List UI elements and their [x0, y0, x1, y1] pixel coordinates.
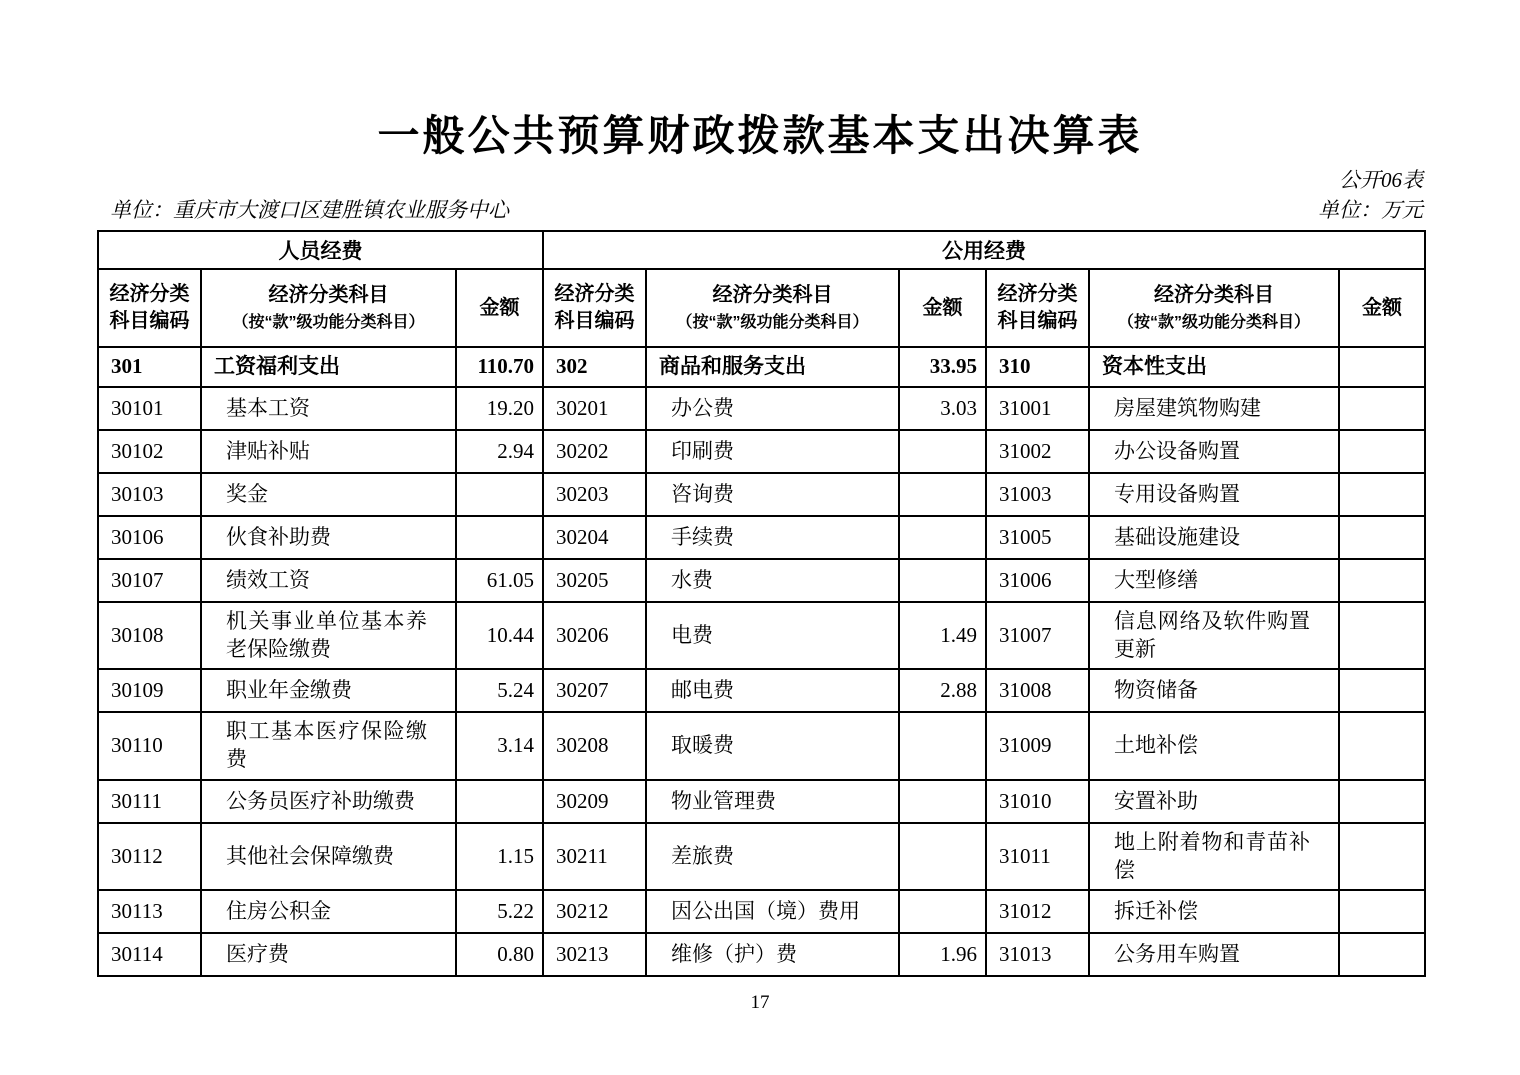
col-header-subject-title: 经济分类科目 [712, 284, 833, 307]
amount-cell [1339, 387, 1425, 430]
subject-cell: 津贴补贴 [201, 430, 456, 473]
amount-cell: 5.24 [456, 669, 543, 712]
table-row [98, 473, 1425, 516]
code-cell: 30205 [543, 559, 646, 602]
amount-cell: 0.80 [456, 933, 543, 976]
code-cell: 30108 [98, 602, 201, 669]
amount-cell [899, 823, 986, 890]
subject-cell: 绩效工资 [201, 559, 456, 602]
code-cell: 301 [98, 347, 201, 387]
form-code: 公开06表 [1339, 168, 1423, 192]
subject-cell: 印刷费 [646, 430, 899, 473]
subject-cell: 地上附着物和青苗补偿 [1089, 823, 1339, 890]
subject-cell: 基本工资 [201, 387, 456, 430]
col-header-amount: 金额 [1339, 269, 1425, 347]
code-cell: 30201 [543, 387, 646, 430]
code-cell: 30102 [98, 430, 201, 473]
code-cell: 30204 [543, 516, 646, 559]
subject-cell: 机关事业单位基本养老保险缴费 [201, 602, 456, 669]
col-header-subject [646, 269, 899, 347]
page-title: 一般公共预算财政拨款基本支出决算表 [377, 112, 1143, 159]
code-cell: 31006 [986, 559, 1089, 602]
subject-cell: 电费 [646, 602, 899, 669]
amount-cell [456, 780, 543, 823]
code-cell: 30213 [543, 933, 646, 976]
amount-cell: 10.44 [456, 602, 543, 669]
code-cell: 30211 [543, 823, 646, 890]
section-header-public: 公用经费 [543, 231, 1425, 269]
code-cell: 30109 [98, 669, 201, 712]
section-header-row [98, 231, 1425, 269]
subject-cell: 邮电费 [646, 669, 899, 712]
code-cell: 31001 [986, 387, 1089, 430]
subject-cell: 公务员医疗补助缴费 [201, 780, 456, 823]
amount-cell: 61.05 [456, 559, 543, 602]
subject-cell: 差旅费 [646, 823, 899, 890]
code-cell: 30207 [543, 669, 646, 712]
amount-cell: 19.20 [456, 387, 543, 430]
table-body [98, 347, 1425, 976]
amount-cell [1339, 430, 1425, 473]
amount-cell [1339, 933, 1425, 976]
amount-cell: 33.95 [899, 347, 986, 387]
code-cell: 30209 [543, 780, 646, 823]
amount-cell [899, 516, 986, 559]
unit-name: 单位：重庆市大渡口区建胜镇农业服务中心 [110, 198, 509, 222]
amount-cell: 1.49 [899, 602, 986, 669]
subject-cell: 房屋建筑物购建 [1089, 387, 1339, 430]
subject-cell: 取暖费 [646, 712, 899, 779]
amount-cell: 110.70 [456, 347, 543, 387]
subject-cell: 工资福利支出 [201, 347, 456, 387]
subject-cell: 职业年金缴费 [201, 669, 456, 712]
code-cell: 31007 [986, 602, 1089, 669]
code-cell: 30208 [543, 712, 646, 779]
subject-cell: 专用设备购置 [1089, 473, 1339, 516]
code-cell: 30206 [543, 602, 646, 669]
amount-cell [899, 559, 986, 602]
table-row [98, 712, 1425, 779]
code-cell: 30101 [98, 387, 201, 430]
column-header-row [98, 269, 1425, 347]
amount-cell [1339, 823, 1425, 890]
col-header-amount: 金额 [899, 269, 986, 347]
subject-cell: 因公出国（境）费用 [646, 890, 899, 933]
col-header-subject [201, 269, 456, 347]
subject-cell: 大型修缮 [1089, 559, 1339, 602]
amount-cell [1339, 669, 1425, 712]
unit-line [110, 194, 1423, 224]
amount-cell [1339, 347, 1425, 387]
col-header-amount: 金额 [456, 269, 543, 347]
subject-cell: 手续费 [646, 516, 899, 559]
code-cell: 30203 [543, 473, 646, 516]
subject-cell: 物业管理费 [646, 780, 899, 823]
subject-cell: 商品和服务支出 [646, 347, 899, 387]
amount-cell: 5.22 [456, 890, 543, 933]
col-header-subject-title: 经济分类科目 [1154, 284, 1275, 307]
table-row [98, 669, 1425, 712]
amount-cell [1339, 559, 1425, 602]
code-cell: 30112 [98, 823, 201, 890]
amount-cell: 2.88 [899, 669, 986, 712]
col-header-subject-note: （按“款”级功能分类科目） [232, 314, 425, 332]
amount-cell [1339, 602, 1425, 669]
subject-cell: 办公费 [646, 387, 899, 430]
amount-cell [899, 890, 986, 933]
subject-cell: 基础设施建设 [1089, 516, 1339, 559]
amount-cell: 3.14 [456, 712, 543, 779]
code-cell: 31009 [986, 712, 1089, 779]
subject-cell: 拆迁补偿 [1089, 890, 1339, 933]
amount-cell: 3.03 [899, 387, 986, 430]
subject-cell: 土地补偿 [1089, 712, 1339, 779]
code-cell: 31010 [986, 780, 1089, 823]
table-row [98, 933, 1425, 976]
subject-cell: 咨询费 [646, 473, 899, 516]
subject-cell: 职工基本医疗保险缴费 [201, 712, 456, 779]
category-totals-row [98, 347, 1425, 387]
code-cell: 310 [986, 347, 1089, 387]
subject-cell: 物资储备 [1089, 669, 1339, 712]
subject-cell: 资本性支出 [1089, 347, 1339, 387]
amount-cell [1339, 516, 1425, 559]
amount-cell [1339, 473, 1425, 516]
amount-cell [899, 473, 986, 516]
code-cell: 31003 [986, 473, 1089, 516]
code-cell: 30106 [98, 516, 201, 559]
subject-cell: 水费 [646, 559, 899, 602]
col-header-code: 经济分类科目编码 [98, 269, 201, 347]
table-row [98, 890, 1425, 933]
table-row [98, 430, 1425, 473]
amount-cell [456, 516, 543, 559]
currency-unit: 单位：万元 [1318, 198, 1423, 222]
subject-cell: 公务用车购置 [1089, 933, 1339, 976]
amount-cell [456, 473, 543, 516]
amount-cell [1339, 780, 1425, 823]
code-cell: 30113 [98, 890, 201, 933]
col-header-subject-note: （按“款”级功能分类科目） [676, 314, 869, 332]
table-row [98, 516, 1425, 559]
amount-cell [899, 712, 986, 779]
code-cell: 302 [543, 347, 646, 387]
code-cell: 31005 [986, 516, 1089, 559]
subject-cell: 其他社会保障缴费 [201, 823, 456, 890]
table-row [98, 780, 1425, 823]
table-row [98, 823, 1425, 890]
code-cell: 30110 [98, 712, 201, 779]
subject-cell: 安置补助 [1089, 780, 1339, 823]
table-row [98, 602, 1425, 669]
subject-cell: 住房公积金 [201, 890, 456, 933]
code-cell: 31012 [986, 890, 1089, 933]
amount-cell [1339, 890, 1425, 933]
code-cell: 31008 [986, 669, 1089, 712]
col-header-subject-title: 经济分类科目 [268, 284, 389, 307]
code-cell: 31011 [986, 823, 1089, 890]
amount-cell: 1.15 [456, 823, 543, 890]
col-header-subject-note: （按“款”级功能分类科目） [1118, 314, 1311, 332]
code-cell: 30114 [98, 933, 201, 976]
amount-cell: 1.96 [899, 933, 986, 976]
code-cell: 30107 [98, 559, 201, 602]
page-number: 17 [750, 992, 770, 1013]
subject-cell: 信息网络及软件购置更新 [1089, 602, 1339, 669]
code-cell: 30212 [543, 890, 646, 933]
budget-table [97, 230, 1426, 977]
code-cell: 31013 [986, 933, 1089, 976]
amount-cell [899, 780, 986, 823]
code-cell: 30111 [98, 780, 201, 823]
subject-cell: 维修（护）费 [646, 933, 899, 976]
subject-cell: 办公设备购置 [1089, 430, 1339, 473]
subject-cell: 伙食补助费 [201, 516, 456, 559]
col-header-code: 经济分类科目编码 [543, 269, 646, 347]
table-row [98, 559, 1425, 602]
code-cell: 30103 [98, 473, 201, 516]
table-row [98, 387, 1425, 430]
subject-cell: 奖金 [201, 473, 456, 516]
col-header-subject [1089, 269, 1339, 347]
col-header-code: 经济分类科目编码 [986, 269, 1089, 347]
section-header-personnel: 人员经费 [98, 231, 543, 269]
code-cell: 30202 [543, 430, 646, 473]
subject-cell: 医疗费 [201, 933, 456, 976]
amount-cell [899, 430, 986, 473]
amount-cell [1339, 712, 1425, 779]
amount-cell: 2.94 [456, 430, 543, 473]
code-cell: 31002 [986, 430, 1089, 473]
